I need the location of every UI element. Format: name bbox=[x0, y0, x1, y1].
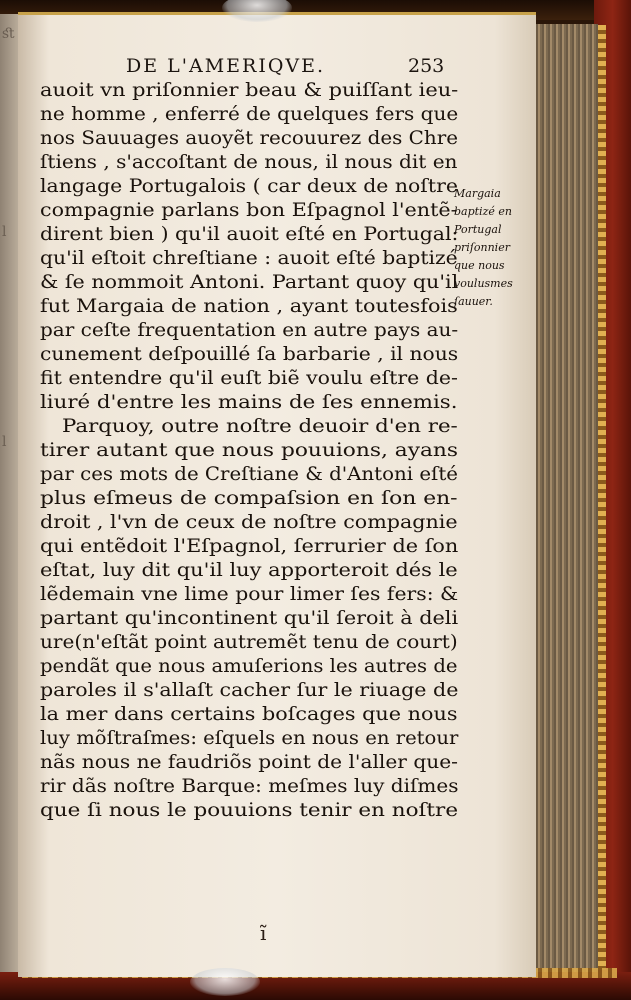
text-line: que ſi nous le pouuions tenir en noſtre bbox=[40, 799, 459, 821]
text-line: liuré d'entre les mains de ſes ennemis. bbox=[40, 391, 458, 413]
gilt-edge-right bbox=[598, 25, 606, 970]
text-line: la mer dans certains boſcages que nous bbox=[40, 703, 458, 725]
text-line: paroles il s'allaſt cacher ſur le riuage de bbox=[40, 679, 459, 701]
text-line: dirent bien ) qu'il auoit eſté en Portugal: bbox=[40, 223, 459, 245]
text-line: auoit vn priſonnier beau & puiſſant ieu- bbox=[40, 79, 459, 101]
text-line: ure(n'eſtãt point autremẽt tenu de court) bbox=[40, 631, 458, 653]
text-line: luy mõſtraſmes: eſquels en nous en retour bbox=[40, 727, 459, 749]
text-line: qu'il eſtoit chreſtiane : auoit eſté baptizé bbox=[40, 247, 458, 269]
previous-page-edge bbox=[0, 14, 20, 972]
text-line: eſtat, luy dit qu'il luy apporteroit dés le bbox=[40, 559, 458, 581]
marginal-note-line: Portugal bbox=[454, 223, 502, 236]
text-line: cunement deſpouillé ſa barbarie , il nous bbox=[40, 343, 459, 365]
text-line: par ces mots de Creſtiane & d'Antoni eſté bbox=[40, 463, 458, 485]
text-line: droit , l'vn de ceux de noſtre compagnie bbox=[40, 511, 458, 533]
text-line: ne homme , enferré de quelques fers que bbox=[40, 103, 459, 125]
book-page bbox=[18, 12, 536, 977]
text-line: ſtiens , s'accoſtant de nous, il nous dit en bbox=[40, 151, 458, 173]
text-line: fit entendre qu'il euſt biẽ voulu eſtre de- bbox=[40, 367, 458, 389]
text-line: plus eſmeus de compaſsion en ſon en- bbox=[40, 487, 458, 509]
marginal-note-line: Margaia bbox=[454, 187, 501, 200]
page-header bbox=[96, 51, 496, 81]
text-line: tirer autant que nous pouuions, ayans bbox=[40, 439, 459, 461]
text-line: pendãt que nous amuſerions les autres de bbox=[40, 655, 458, 677]
marginal-note-line: voulusmes bbox=[454, 277, 513, 290]
text-line: nãs nous ne faudriõs point de l'aller que- bbox=[40, 751, 458, 773]
marginal-note-line: que nous bbox=[454, 259, 505, 272]
text-line: lẽdemain vne lime pour limer ſes fers: & bbox=[40, 583, 459, 605]
text-line: langage Portugalois ( car deux de noſtre bbox=[40, 175, 458, 197]
text-line: compagnie parlans bon Eſpagnol l'entẽ- bbox=[40, 199, 458, 221]
text-line: & ſe nommoit Antoni. Partant quoy qu'il bbox=[40, 271, 459, 293]
prev-page-mark: l bbox=[2, 434, 7, 450]
signature-mark: ĩ bbox=[260, 921, 267, 945]
text-line-indented: Parquoy, outre noſtre deuoir d'en re- bbox=[62, 415, 458, 437]
text-line: fut Margaia de nation , ayant toutesfois bbox=[40, 295, 458, 317]
prev-page-mark: ﬆ bbox=[2, 26, 16, 42]
marginal-note-line: priſonnier bbox=[454, 241, 510, 254]
marginal-note-line: ſauuer. bbox=[454, 295, 493, 308]
text-line: par ceſte frequentation en autre pays au- bbox=[40, 319, 459, 341]
page-number: 253 bbox=[408, 55, 445, 77]
running-title: DE L'AMERIQVE. bbox=[126, 55, 326, 77]
page-fore-edge bbox=[534, 24, 598, 972]
text-line: rir dãs noſtre Barque: meſmes luy diſmes bbox=[40, 775, 459, 797]
text-line: partant qu'incontinent qu'il ſeroit à deli bbox=[40, 607, 459, 629]
text-line: qui entẽdoit l'Eſpagnol, ſerrurier de ſon bbox=[40, 535, 459, 557]
page-holder-clip bbox=[190, 968, 260, 996]
text-line: nos Sauuages auoyẽt recouurez des Chre bbox=[40, 127, 459, 149]
prev-page-mark: l bbox=[2, 224, 7, 240]
marginal-note-line: baptizé en bbox=[454, 205, 512, 218]
